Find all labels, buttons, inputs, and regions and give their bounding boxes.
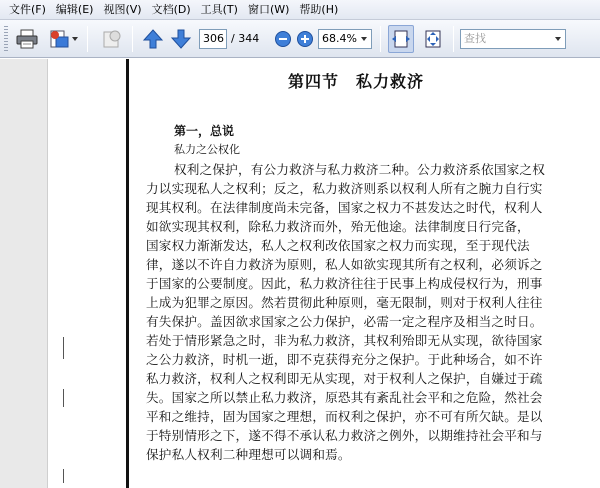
subheading: 私力之公权化 (174, 143, 240, 156)
menu-document[interactable]: 文档(D) (151, 2, 191, 16)
section-title: 第四节 私力救济 (288, 72, 425, 91)
search-placeholder: 查找 (464, 32, 486, 45)
text-line: 权利之保护，有公力救济与私力救济二种。公力救济系依国家之权 (174, 162, 546, 177)
export-icon (48, 28, 70, 50)
zoom-in-icon (296, 30, 314, 48)
text-line: 有失保护。盖因欲求国家之公力保护，必需一定之程序及相当之时日。 (146, 314, 543, 329)
page-edge (126, 59, 129, 488)
text-line: 律，遂以不许自力救济为原则，私人如欲实现其所有之权利，必须诉之 (146, 257, 543, 272)
toolbar-separator (380, 26, 381, 52)
text-line: 于特别情形之下，遂不得不承认私力救济之例外，以期维持社会平和与 (146, 428, 543, 443)
total-pages-label: / 344 (231, 32, 260, 45)
text-line: 若处于情形紧急之时，非为私力救济，其权利殆即无从实现，欲待国家 (146, 333, 543, 348)
nav-disabled-button (96, 25, 128, 53)
page-number-input[interactable]: 306 (199, 29, 227, 49)
search-input[interactable] (460, 29, 566, 49)
print-icon (15, 28, 39, 50)
text-line: 如欲实现其权利，除私力救济而外，殆无他途。法律制度日行完备， (146, 219, 530, 234)
left-margin-panel (0, 59, 48, 488)
toolbar-separator (132, 26, 133, 52)
next-page-button[interactable] (168, 25, 194, 53)
menu-bar (0, 0, 600, 20)
export-button[interactable] (46, 25, 80, 53)
menu-window[interactable]: 窗口(W) (247, 2, 290, 16)
text-line: 之公力救济，时机一逝，即不克获得充分之保护。于此种场合，如不许 (146, 352, 543, 367)
nav-disabled-icon (100, 28, 124, 50)
prev-page-icon (142, 28, 164, 50)
zoom-value: 68.4% (322, 32, 357, 45)
prev-page-button[interactable] (140, 25, 166, 53)
text-line: 力以实现私人之权利；反之，私力救济则系以权利人所有之腕力自行实 (146, 181, 543, 196)
fit-width-button[interactable] (388, 25, 414, 53)
toolbar-separator (453, 26, 454, 52)
zoom-out-icon (274, 30, 292, 48)
fit-width-icon (391, 29, 411, 49)
subsection-heading: 第一，总说 (174, 124, 235, 138)
text-line: 现其权利。在法律制度尚未完备，国家之权力不甚发达之时代，权利人 (146, 200, 543, 215)
document-page (132, 59, 600, 488)
zoom-out-button[interactable] (272, 25, 294, 53)
zoom-in-button[interactable] (294, 25, 316, 53)
toolbar-separator (87, 26, 88, 52)
text-line: 国家权力渐渐发达，私人之权利改依国家之权力而实现，至于现代法 (146, 238, 530, 253)
chevron-down-icon (361, 37, 367, 41)
menu-view[interactable]: 视图(V) (103, 2, 142, 16)
fit-page-button[interactable] (420, 25, 446, 53)
text-line: 上成为犯罪之原因。然若贯彻此种原则，毫无限制，则对于权利人往往 (146, 295, 543, 310)
scan-mark (63, 469, 64, 483)
menu-help[interactable]: 帮助(H) (299, 2, 339, 16)
text-line: 平和之维持，固为国家之理想，而权利之保护，亦不可有所欠缺。是以 (146, 409, 543, 424)
menu-edit[interactable]: 编辑(E) (55, 2, 94, 16)
chevron-down-icon (72, 37, 78, 41)
scan-mark (63, 389, 64, 407)
document-viewer[interactable] (0, 59, 600, 488)
text-line: 于国家的公要制度。因此，私力救济往往于民事上构成侵权行为，刑事 (146, 276, 543, 291)
text-line: 失。国家之所以禁止私力救济，原恐其有紊乱社会平和之危险，然社会 (146, 390, 543, 405)
menu-file[interactable]: 文件(F) (9, 2, 46, 16)
text-line: 私力救济，权利人之权利即无从实现，对于权利人之保护，自嫌过于疏 (146, 371, 543, 386)
toolbar (0, 20, 600, 58)
text-line: 保护私人权利二种理想可以调和焉。 (146, 447, 351, 462)
menu-tools[interactable]: 工具(T) (200, 2, 238, 16)
zoom-select[interactable] (318, 29, 372, 49)
next-page-icon (170, 28, 192, 50)
print-button[interactable] (12, 25, 42, 53)
chevron-down-icon (555, 37, 561, 41)
scan-mark (63, 337, 64, 359)
fit-page-icon (423, 29, 443, 49)
toolbar-grip[interactable] (4, 26, 8, 52)
